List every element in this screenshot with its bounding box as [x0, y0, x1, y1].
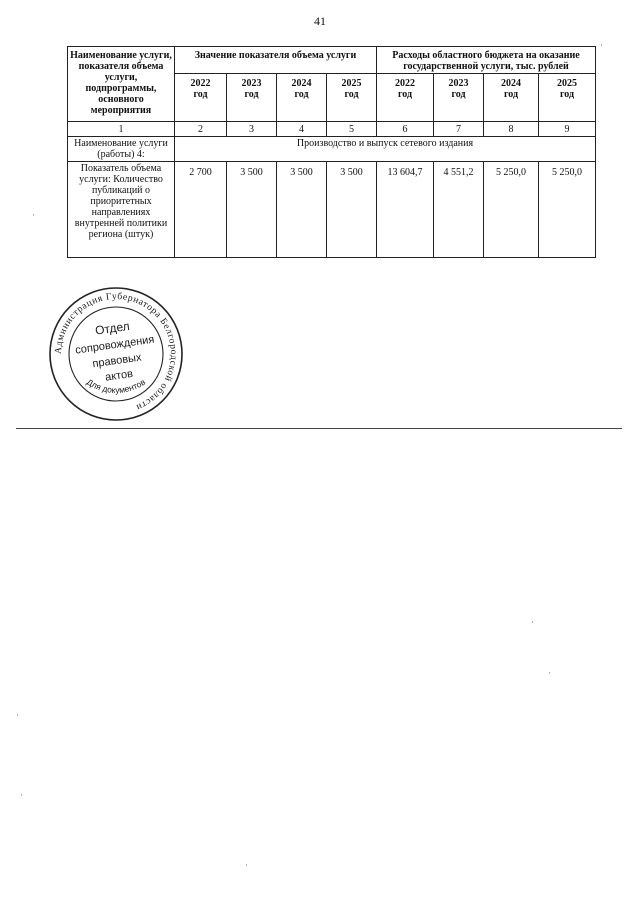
service-name-value: Производство и выпуск сетевого издания — [175, 137, 596, 162]
header-year: 2024 год — [277, 74, 327, 122]
indicator-value: 4 551,2 — [434, 162, 484, 258]
stamp-center-line: актов — [104, 367, 134, 384]
column-number-row — [68, 122, 596, 137]
indicator-value: 2 700 — [175, 162, 227, 258]
indicator-value: 5 250,0 — [539, 162, 596, 258]
stamp-center-line: Отдел — [94, 318, 131, 338]
column-number: 7 — [434, 122, 484, 137]
service-name-row — [68, 137, 596, 162]
scan-speck: · — [20, 790, 23, 800]
header-service-name: Наименование услуги, показателя объема услуги, подпрограммы, основного мероприятия — [68, 47, 175, 122]
header-volume-value: Значение показателя объема услуги — [175, 47, 377, 74]
header-year: 2023 год — [227, 74, 277, 122]
indicator-label: Показатель объема услуги: Количество публикаций о приоритетных направлениях внутренней политики региона (штук) — [68, 162, 175, 258]
column-number: 8 — [484, 122, 539, 137]
scan-speck: · — [16, 710, 19, 720]
scan-speck: · — [531, 617, 534, 627]
column-number: 1 — [68, 122, 175, 137]
official-stamp — [48, 286, 184, 422]
indicator-value: 13 604,7 — [377, 162, 434, 258]
column-number: 5 — [327, 122, 377, 137]
stamp-center-line: правовых — [91, 351, 143, 371]
header-year: 2022 год — [175, 74, 227, 122]
header-budget-expenses: Расходы областного бюджета на оказание государственной услуги, тыс. рублей — [377, 47, 596, 74]
scan-speck: · — [548, 668, 551, 678]
header-year: 2024 год — [484, 74, 539, 122]
header-year: 2022 год — [377, 74, 434, 122]
column-number: 6 — [377, 122, 434, 137]
column-number: 3 — [227, 122, 277, 137]
column-number: 2 — [175, 122, 227, 137]
indicator-value: 5 250,0 — [484, 162, 539, 258]
stamp-bottom-text: Для документов — [84, 376, 148, 396]
column-number: 9 — [539, 122, 596, 137]
service-name-label: Наименование услуги (работы) 4: — [68, 137, 175, 162]
scan-speck: · — [245, 860, 248, 870]
indicator-value: 3 500 — [327, 162, 377, 258]
indicator-row — [68, 162, 596, 258]
stamp-ring-text: Администрация Губернатора Белгородской области — [52, 290, 180, 413]
header-year: 2025 год — [539, 74, 596, 122]
indicator-value: 3 500 — [227, 162, 277, 258]
indicator-value: 3 500 — [277, 162, 327, 258]
horizontal-rule — [16, 428, 622, 429]
stamp-center-line: сопровождения — [74, 333, 156, 357]
page-number: 41 — [314, 14, 326, 28]
scan-speck: · — [32, 210, 35, 220]
column-number: 4 — [277, 122, 327, 137]
header-year: 2023 год — [434, 74, 484, 122]
header-year: 2025 год — [327, 74, 377, 122]
service-volume-table — [67, 46, 596, 258]
scan-speck: · — [600, 40, 603, 50]
